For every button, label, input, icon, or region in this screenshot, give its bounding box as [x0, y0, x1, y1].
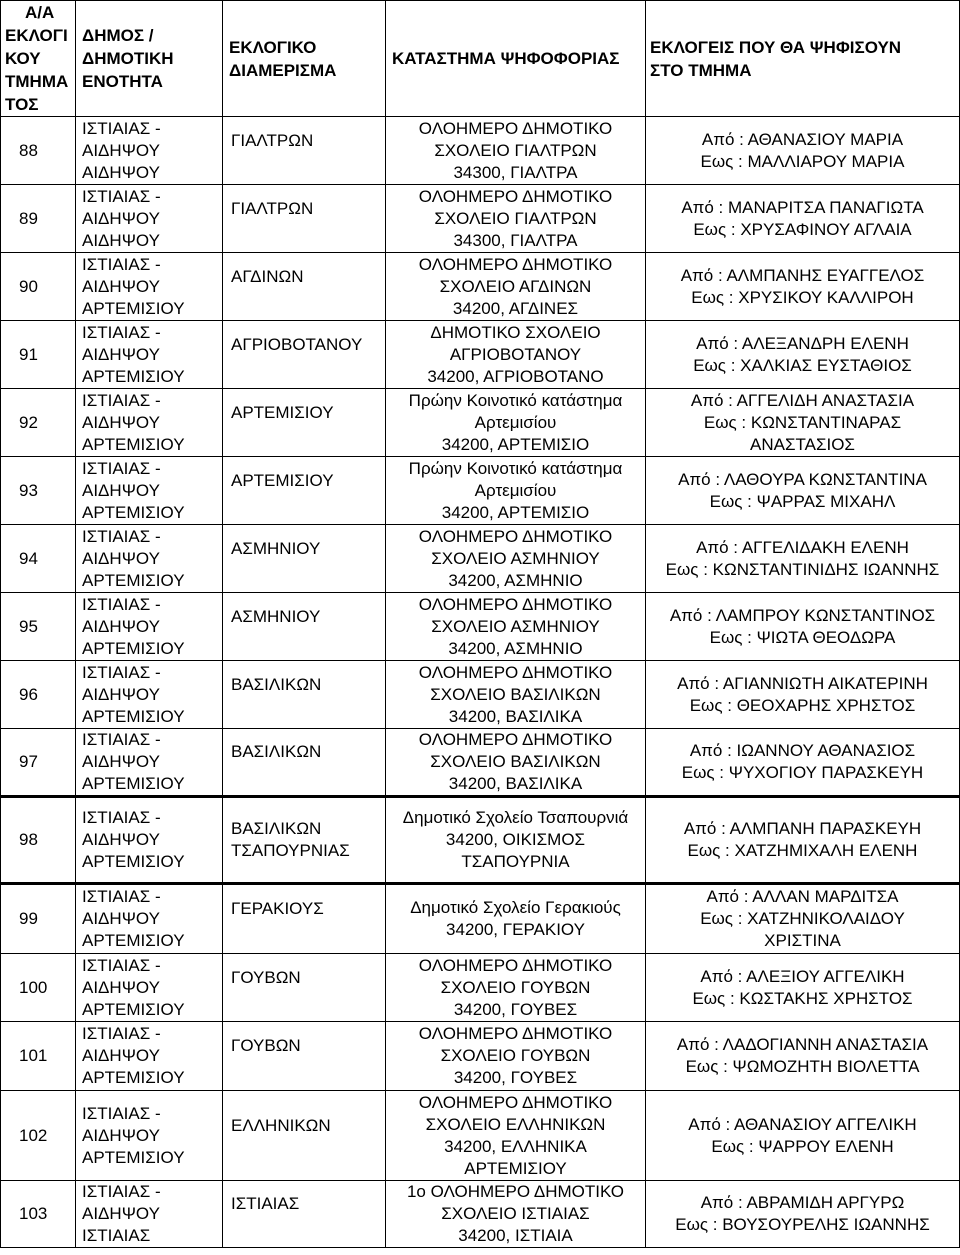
cell-polling-station: [386, 797, 646, 884]
cell-line: ΑΙΔΗΨΟΥ: [82, 1204, 160, 1223]
cell-municipality: [76, 954, 223, 1022]
cell-line: Εως : ΚΩΝΣΤΑΝΤΙΝΑΡΑΣ: [703, 412, 902, 432]
cell-line: ΑΓΔΙΝΩΝ: [231, 266, 304, 286]
cell-line: Από : ΑΓΓΕΛΙΔΑΚΗ ΕΛΕΝΗ: [696, 537, 909, 557]
cell-polling-station: [386, 321, 646, 389]
cell-voters-range: [646, 1181, 960, 1248]
table-row: [1, 185, 960, 253]
header-line: ΔΙΑΜΕΡΙΣΜΑ: [229, 60, 337, 80]
cell-line: Αρτεμισίου: [474, 480, 557, 500]
cell-municipality: [76, 185, 223, 253]
cell-polling-station: [386, 661, 646, 729]
cell-line: ΑΙΔΗΨΟΥ: [82, 548, 160, 568]
cell-line: ΑΡΤΕΜΙΣΙΟΥ: [82, 1068, 185, 1087]
table-row: [1, 1091, 960, 1181]
cell-line: ΑΙΔΗΨΟΥ: [82, 276, 160, 296]
cell-line: ΙΣΤΙΑΙΑΣ: [231, 1194, 300, 1213]
cell-line: ΑΙΔΗΨΟΥ: [82, 230, 160, 250]
cell-line: Πρώην Κοινοτικό κατάστημα: [408, 390, 623, 410]
cell-electoral-district: [223, 593, 386, 661]
cell-municipality: [76, 1181, 223, 1248]
cell-line: ΣΧΟΛΕΙΟ ΒΑΣΙΛΙΚΩΝ: [430, 684, 601, 704]
cell-section-number: 93: [1, 457, 76, 525]
cell-line: ΙΣΤΙΑΙΑΣ -: [82, 955, 161, 975]
cell-line: ΑΡΤΕΜΙΣΙΟΥ: [231, 402, 334, 422]
cell-line: Από : ΑΛΜΠΑΝΗΣ ΕΥΑΓΓΕΛΟΣ: [680, 265, 925, 285]
cell-line: ΓΙΑΛΤΡΩΝ: [231, 130, 314, 150]
cell-electoral-district: [223, 729, 386, 797]
cell-section-number: 91: [1, 321, 76, 389]
cell-line: ΑΙΔΗΨΟΥ: [82, 909, 160, 928]
cell-line: ΣΧΟΛΕΙΟ ΓΙΑΛΤΡΩΝ: [434, 140, 597, 160]
cell-line: ΙΣΤΙΑΙΑΣ -: [82, 1182, 161, 1201]
cell-line: ΑΙΔΗΨΟΥ: [82, 1125, 160, 1145]
cell-line: ΓΟΥΒΩΝ: [231, 967, 301, 987]
cell-line: ΣΧΟΛΕΙΟ ΕΛΛΗΝΙΚΩΝ: [425, 1114, 606, 1134]
cell-line: Εως : ΧΡΥΣΙΚΟΥ ΚΑΛΛΙΡΟΗ: [691, 287, 914, 307]
cell-line: Από : ΛΑΜΠΡΟΥ ΚΩΝΣΤΑΝΤΙΝΟΣ: [669, 605, 936, 625]
cell-polling-station: [386, 1091, 646, 1181]
cell-municipality: [76, 593, 223, 661]
cell-section-number: 89: [1, 185, 76, 253]
cell-line: ΒΑΣΙΛΙΚΩΝ: [231, 819, 322, 838]
cell-line: 34200, ΒΑΣΙΛΙΚΑ: [448, 706, 583, 726]
cell-line: ΟΛΟΗΜΕΡΟ ΔΗΜΟΤΙΚΟ: [418, 1024, 613, 1043]
cell-line: ΙΣΤΙΑΙΑΣ -: [82, 808, 161, 827]
cell-polling-station: [386, 253, 646, 321]
header-section-number: [1, 1, 76, 117]
cell-line: Εως : ΜΑΛΛΙΑΡΟΥ ΜΑΡΙΑ: [700, 151, 905, 171]
cell-line: ΑΡΤΕΜΙΣΙΟΥ: [82, 774, 185, 793]
cell-line: ΑΡΤΕΜΙΣΙΟΥ: [231, 470, 334, 490]
cell-line: Από : ΑΛΛΑΝ ΜΑΡΔΙΤΣΑ: [706, 887, 899, 906]
table-row: [1, 321, 960, 389]
cell-line: ΔΗΜΟΤΙΚΟ ΣΧΟΛΕΙΟ: [430, 322, 601, 342]
cell-line: ΙΣΤΙΑΙΑΣ -: [82, 730, 161, 749]
cell-polling-station: [386, 729, 646, 797]
cell-municipality: [76, 321, 223, 389]
cell-electoral-district: [223, 797, 386, 884]
cell-municipality: [76, 729, 223, 797]
cell-line: ΑΝΑΣΤΑΣΙΟΣ: [750, 434, 855, 454]
cell-line: Εως : ΘΕΟΧΑΡΗΣ ΧΡΗΣΤΟΣ: [689, 695, 916, 715]
cell-municipality: [76, 389, 223, 457]
cell-voters-range: [646, 117, 960, 185]
cell-line: ΑΙΔΗΨΟΥ: [82, 752, 160, 771]
cell-line: Από : ΛΑΔΟΓΙΑΝΝΗ ΑΝΑΣΤΑΣΙΑ: [676, 1035, 929, 1054]
cell-voters-range: [646, 729, 960, 797]
cell-polling-station: [386, 593, 646, 661]
header-electoral-district: [223, 1, 386, 117]
cell-electoral-district: [223, 1091, 386, 1181]
cell-line: Από : ΑΘΑΝΑΣΙΟΥ ΑΓΓΕΛΙΚΗ: [688, 1114, 917, 1134]
cell-line: Εως : ΧΑΤΖΗΜΙΧΑΛΗ ΕΛΕΝΗ: [687, 841, 918, 860]
cell-line: ΑΙΔΗΨΟΥ: [82, 140, 160, 160]
cell-municipality: [76, 884, 223, 954]
cell-line: ΑΙΔΗΨΟΥ: [82, 616, 160, 636]
table-row: [1, 884, 960, 954]
cell-line: ΙΣΤΙΑΙΑΣ -: [82, 254, 161, 274]
cell-line: ΟΛΟΗΜΕΡΟ ΔΗΜΟΤΙΚΟ: [418, 186, 613, 206]
cell-municipality: [76, 457, 223, 525]
cell-line: ΟΛΟΗΜΕΡΟ ΔΗΜΟΤΙΚΟ: [418, 594, 613, 614]
cell-line: ΟΛΟΗΜΕΡΟ ΔΗΜΟΤΙΚΟ: [418, 1092, 613, 1112]
cell-line: ΕΛΛΗΝΙΚΩΝ: [231, 1115, 331, 1135]
cell-line: ΙΣΤΙΑΙΑΣ -: [82, 390, 161, 410]
cell-section-number: 92: [1, 389, 76, 457]
cell-electoral-district: [223, 884, 386, 954]
header-polling-station: [386, 1, 646, 117]
cell-polling-station: [386, 1022, 646, 1091]
cell-line: ΑΡΤΕΜΙΣΙΟΥ: [82, 638, 185, 658]
cell-line: ΟΛΟΗΜΕΡΟ ΔΗΜΟΤΙΚΟ: [418, 118, 613, 138]
cell-municipality: [76, 1091, 223, 1181]
header-line: ΕΚΛΟΓΙ: [5, 26, 68, 45]
cell-line: ΒΑΣΙΛΙΚΩΝ: [231, 742, 322, 761]
cell-line: Εως : ΨΙΩΤΑ ΘΕΟΔΩΡΑ: [709, 627, 896, 647]
cell-line: ΑΓΡΙΟΒΟΤΑΝΟΥ: [231, 334, 363, 354]
table-row: [1, 661, 960, 729]
cell-line: ΑΡΤΕΜΙΣΙΟΥ: [82, 502, 185, 522]
cell-line: ΣΧΟΛΕΙΟ ΓΟΥΒΩΝ: [440, 977, 591, 997]
cell-line: 1ο ΟΛΟΗΜΕΡΟ ΔΗΜΟΤΙΚΟ: [406, 1182, 625, 1201]
cell-line: ΙΣΤΙΑΙΑΣ: [82, 1226, 151, 1245]
cell-line: Δημοτικό Σχολείο Γερακιούς: [410, 898, 621, 917]
cell-line: 34200, ΑΓΡΙΟΒΟΤΑΝΟ: [427, 366, 604, 386]
cell-line: ΑΡΤΕΜΙΣΙΟΥ: [82, 999, 185, 1019]
cell-line: 34200, ΑΓΔΙΝΕΣ: [452, 298, 579, 318]
cell-voters-range: [646, 253, 960, 321]
table-header: [1, 1, 960, 117]
cell-line: ΑΡΤΕΜΙΣΙΟΥ: [82, 366, 185, 386]
cell-voters-range: [646, 884, 960, 954]
cell-line: Εως : ΨΩΜΟΖΗΤΗ ΒΙΟΛΕΤΤΑ: [685, 1057, 920, 1076]
cell-line: ΤΣΑΠΟΥΡΝΙΑΣ: [231, 841, 350, 860]
cell-line: ΙΣΤΙΑΙΑΣ -: [82, 1103, 161, 1123]
cell-section-number: 98: [1, 797, 76, 884]
cell-section-number: 101: [1, 1022, 76, 1091]
cell-polling-station: [386, 457, 646, 525]
cell-line: ΓΕΡΑΚΙΟΥΣ: [231, 899, 324, 918]
cell-electoral-district: [223, 1181, 386, 1248]
cell-line: ΑΡΤΕΜΙΣΙΟΥ: [82, 852, 185, 871]
table-row: [1, 117, 960, 185]
cell-line: 34200, ΑΡΤΕΜΙΣΙΟ: [441, 434, 590, 454]
cell-line: ΤΣΑΠΟΥΡΝΙΑ: [461, 852, 570, 871]
cell-line: 34200, ΙΣΤΙΑΙΑ: [458, 1226, 573, 1245]
cell-polling-station: [386, 954, 646, 1022]
header-line: ΕΚΛΟΓΙΚΟ: [229, 37, 317, 57]
cell-line: 34300, ΓΙΑΛΤΡΑ: [453, 230, 578, 250]
cell-line: ΑΙΔΗΨΟΥ: [82, 162, 160, 182]
cell-line: ΧΡΙΣΤΙΝΑ: [764, 931, 841, 950]
header-line: ΚΑΤΑΣΤΗΜΑ ΨΗΦΟΦΟΡΙΑΣ: [392, 49, 620, 68]
cell-electoral-district: [223, 525, 386, 593]
cell-line: ΑΙΔΗΨΟΥ: [82, 1046, 160, 1065]
cell-voters-range: [646, 1091, 960, 1181]
cell-polling-station: [386, 389, 646, 457]
header-municipality: [76, 1, 223, 117]
cell-line: ΑΙΔΗΨΟΥ: [82, 684, 160, 704]
cell-line: ΟΛΟΗΜΕΡΟ ΔΗΜΟΤΙΚΟ: [418, 662, 613, 682]
cell-electoral-district: [223, 389, 386, 457]
header-line: ΚΟΥ: [5, 49, 41, 68]
header-line: ΣΤΟ ΤΜΗΜΑ: [650, 60, 752, 80]
cell-line: Εως : ΨΑΡΡΟΥ ΕΛΕΝΗ: [711, 1136, 894, 1156]
cell-line: ΙΣΤΙΑΙΑΣ -: [82, 662, 161, 682]
cell-municipality: [76, 117, 223, 185]
cell-line: Από : ΑΓΓΕΛΙΔΗ ΑΝΑΣΤΑΣΙΑ: [690, 390, 915, 410]
cell-voters-range: [646, 954, 960, 1022]
cell-line: 34200, ΕΛΛΗΝΙΚΑ: [444, 1136, 587, 1156]
header-line: ΤΟΣ: [5, 95, 39, 114]
cell-line: ΣΧΟΛΕΙΟ ΒΑΣΙΛΙΚΩΝ: [430, 752, 601, 771]
cell-line: ΓΟΥΒΩΝ: [231, 1036, 301, 1055]
cell-line: ΙΣΤΙΑΙΑΣ -: [82, 526, 161, 546]
cell-electoral-district: [223, 117, 386, 185]
cell-section-number: 96: [1, 661, 76, 729]
header-line: ΔΗΜΟΣ /: [82, 26, 154, 45]
cell-voters-range: [646, 457, 960, 525]
cell-line: Από : ΑΘΑΝΑΣΙΟΥ ΜΑΡΙΑ: [701, 129, 904, 149]
cell-line: ΑΡΤΕΜΙΣΙΟΥ: [82, 931, 185, 950]
cell-line: ΑΡΤΕΜΙΣΙΟΥ: [82, 298, 185, 318]
cell-line: ΙΣΤΙΑΙΑΣ -: [82, 887, 161, 906]
table-row: [1, 1022, 960, 1091]
header-line: ΔΗΜΟΤΙΚΗ: [82, 49, 174, 68]
cell-municipality: [76, 797, 223, 884]
cell-line: Δημοτικό Σχολείο Τσαπουρνιά: [402, 808, 629, 827]
cell-section-number: 99: [1, 884, 76, 954]
cell-line: 34200, ΒΑΣΙΛΙΚΑ: [448, 774, 583, 793]
cell-line: ΑΙΔΗΨΟΥ: [82, 208, 160, 228]
cell-line: 34200, ΓΕΡΑΚΙΟΥ: [446, 920, 585, 939]
cell-line: Εως : ΒΟΥΣΟΥΡΕΛΗΣ ΙΩΑΝΝΗΣ: [675, 1215, 930, 1234]
cell-line: ΑΡΤΕΜΙΣΙΟΥ: [82, 570, 185, 590]
table-row: [1, 954, 960, 1022]
cell-line: ΙΣΤΙΑΙΑΣ -: [82, 322, 161, 342]
cell-line: ΓΙΑΛΤΡΩΝ: [231, 198, 314, 218]
cell-line: Από : ΑΒΡΑΜΙΔΗ ΑΡΓΥΡΩ: [700, 1193, 905, 1212]
cell-line: ΑΙΔΗΨΟΥ: [82, 412, 160, 432]
header-voters-range: [646, 1, 960, 117]
cell-electoral-district: [223, 1022, 386, 1091]
cell-voters-range: [646, 321, 960, 389]
cell-line: ΒΑΣΙΛΙΚΩΝ: [231, 674, 322, 694]
table-row: [1, 593, 960, 661]
cell-line: 34300, ΓΙΑΛΤΡΑ: [453, 162, 578, 182]
cell-municipality: [76, 1022, 223, 1091]
table-row: [1, 253, 960, 321]
cell-line: ΟΛΟΗΜΕΡΟ ΔΗΜΟΤΙΚΟ: [418, 955, 613, 975]
cell-line: Από : ΜΑΝΑΡΙΤΣΑ ΠΑΝΑΓΙΩΤΑ: [681, 197, 924, 217]
header-line: Α/Α: [25, 3, 55, 22]
cell-municipality: [76, 661, 223, 729]
cell-section-number: 94: [1, 525, 76, 593]
cell-line: Από : ΑΛΕΞΙΟΥ ΑΓΓΕΛΙΚΗ: [700, 966, 905, 986]
cell-polling-station: [386, 185, 646, 253]
cell-line: 34200, ΓΟΥΒΕΣ: [453, 1068, 578, 1087]
table-body: [1, 117, 960, 1248]
table-row: [1, 457, 960, 525]
cell-line: Πρώην Κοινοτικό κατάστημα: [408, 458, 623, 478]
cell-line: ΙΣΤΙΑΙΑΣ -: [82, 186, 161, 206]
cell-line: Εως : ΧΑΛΚΙΑΣ ΕΥΣΤΑΘΙΟΣ: [693, 355, 912, 375]
cell-line: ΣΧΟΛΕΙΟ ΓΟΥΒΩΝ: [440, 1046, 591, 1065]
cell-line: 34200, ΓΟΥΒΕΣ: [453, 999, 578, 1019]
cell-section-number: 90: [1, 253, 76, 321]
cell-voters-range: [646, 593, 960, 661]
cell-electoral-district: [223, 661, 386, 729]
cell-line: Εως : ΨΑΡΡΑΣ ΜΙΧΑΗΛ: [709, 491, 896, 511]
cell-line: Εως : ΧΡΥΣΑΦΙΝΟΥ ΑΓΛΑΙΑ: [693, 219, 912, 239]
cell-line: ΑΡΤΕΜΙΣΙΟΥ: [464, 1158, 567, 1178]
cell-electoral-district: [223, 253, 386, 321]
cell-section-number: 88: [1, 117, 76, 185]
table-row: [1, 1181, 960, 1248]
cell-voters-range: [646, 185, 960, 253]
cell-line: ΑΣΜΗΝΙΟΥ: [231, 606, 321, 626]
cell-line: ΑΣΜΗΝΙΟΥ: [231, 538, 321, 558]
header-line: ΕΝΟΤΗΤΑ: [82, 72, 163, 91]
cell-section-number: 102: [1, 1091, 76, 1181]
cell-line: ΟΛΟΗΜΕΡΟ ΔΗΜΟΤΙΚΟ: [418, 730, 613, 749]
cell-line: Εως : ΧΑΤΖΗΝΙΚΟΛΑΙΔΟΥ: [700, 909, 905, 928]
cell-voters-range: [646, 797, 960, 884]
cell-line: ΙΣΤΙΑΙΑΣ -: [82, 118, 161, 138]
cell-voters-range: [646, 525, 960, 593]
cell-polling-station: [386, 117, 646, 185]
cell-line: Από : ΙΩΑΝΝΟΥ ΑΘΑΝΑΣΙΟΣ: [689, 741, 916, 760]
cell-municipality: [76, 525, 223, 593]
cell-line: ΙΣΤΙΑΙΑΣ -: [82, 1024, 161, 1043]
cell-line: Από : ΑΓΙΑΝΝΙΩΤΗ ΑΙΚΑΤΕΡΙΝΗ: [677, 673, 928, 693]
cell-polling-station: [386, 884, 646, 954]
cell-electoral-district: [223, 321, 386, 389]
cell-line: ΣΧΟΛΕΙΟ ΙΣΤΙΑΙΑΣ: [441, 1204, 590, 1223]
cell-line: ΑΙΔΗΨΟΥ: [82, 344, 160, 364]
cell-line: ΑΙΔΗΨΟΥ: [82, 830, 160, 849]
cell-line: ΑΡΤΕΜΙΣΙΟΥ: [82, 706, 185, 726]
table-row: [1, 729, 960, 797]
cell-polling-station: [386, 1181, 646, 1248]
cell-line: ΣΧΟΛΕΙΟ ΑΣΜΗΝΙΟΥ: [431, 616, 600, 636]
cell-line: ΑΡΤΕΜΙΣΙΟΥ: [82, 434, 185, 454]
table-row: [1, 797, 960, 884]
cell-line: ΣΧΟΛΕΙΟ ΓΙΑΛΤΡΩΝ: [434, 208, 597, 228]
cell-line: ΑΡΤΕΜΙΣΙΟΥ: [82, 1147, 185, 1167]
cell-electoral-district: [223, 457, 386, 525]
header-row: [1, 1, 960, 117]
cell-voters-range: [646, 661, 960, 729]
cell-line: ΑΙΔΗΨΟΥ: [82, 977, 160, 997]
cell-voters-range: [646, 389, 960, 457]
cell-line: Αρτεμισίου: [474, 412, 557, 432]
cell-line: ΙΣΤΙΑΙΑΣ -: [82, 458, 161, 478]
cell-line: 34200, ΑΡΤΕΜΙΣΙΟ: [441, 502, 590, 522]
cell-polling-station: [386, 525, 646, 593]
cell-line: 34200, ΑΣΜΗΝΙΟ: [448, 638, 583, 658]
cell-voters-range: [646, 1022, 960, 1091]
cell-line: 34200, ΟΙΚΙΣΜΟΣ: [445, 830, 586, 849]
cell-electoral-district: [223, 954, 386, 1022]
cell-electoral-district: [223, 185, 386, 253]
cell-line: Εως : ΚΩΝΣΤΑΝΤΙΝΙΔΗΣ ΙΩΑΝΝΗΣ: [665, 559, 940, 579]
cell-municipality: [76, 253, 223, 321]
cell-section-number: 100: [1, 954, 76, 1022]
header-line: ΕΚΛΟΓΕΙΣ ΠΟΥ ΘΑ ΨΗΦΙΣΟΥΝ: [650, 37, 902, 57]
table-row: [1, 389, 960, 457]
table-row: [1, 525, 960, 593]
cell-line: Εως : ΨΥΧΟΓΙΟΥ ΠΑΡΑΣΚΕΥΗ: [681, 763, 924, 782]
cell-line: ΑΓΡΙΟΒΟΤΑΝΟΥ: [449, 344, 582, 364]
cell-line: ΑΙΔΗΨΟΥ: [82, 480, 160, 500]
cell-line: Εως : ΚΩΣΤΑΚΗΣ ΧΡΗΣΤΟΣ: [692, 988, 913, 1008]
cell-line: ΣΧΟΛΕΙΟ ΑΓΔΙΝΩΝ: [439, 276, 592, 296]
cell-line: ΟΛΟΗΜΕΡΟ ΔΗΜΟΤΙΚΟ: [418, 254, 613, 274]
cell-section-number: 97: [1, 729, 76, 797]
cell-line: 34200, ΑΣΜΗΝΙΟ: [448, 570, 583, 590]
cell-section-number: 103: [1, 1181, 76, 1248]
cell-line: Από : ΛΑΘΟΥΡΑ ΚΩΝΣΤΑΝΤΙΝΑ: [678, 469, 927, 489]
cell-section-number: 95: [1, 593, 76, 661]
header-line: ΤΜΗΜΑ: [5, 72, 69, 91]
cell-line: ΟΛΟΗΜΕΡΟ ΔΗΜΟΤΙΚΟ: [418, 526, 613, 546]
cell-line: Από : ΑΛΕΞΑΝΔΡΗ ΕΛΕΝΗ: [696, 333, 909, 353]
cell-line: Από : ΑΛΜΠΑΝΗ ΠΑΡΑΣΚΕΥΗ: [683, 819, 922, 838]
cell-line: ΙΣΤΙΑΙΑΣ -: [82, 594, 161, 614]
cell-line: ΣΧΟΛΕΙΟ ΑΣΜΗΝΙΟΥ: [431, 548, 600, 568]
